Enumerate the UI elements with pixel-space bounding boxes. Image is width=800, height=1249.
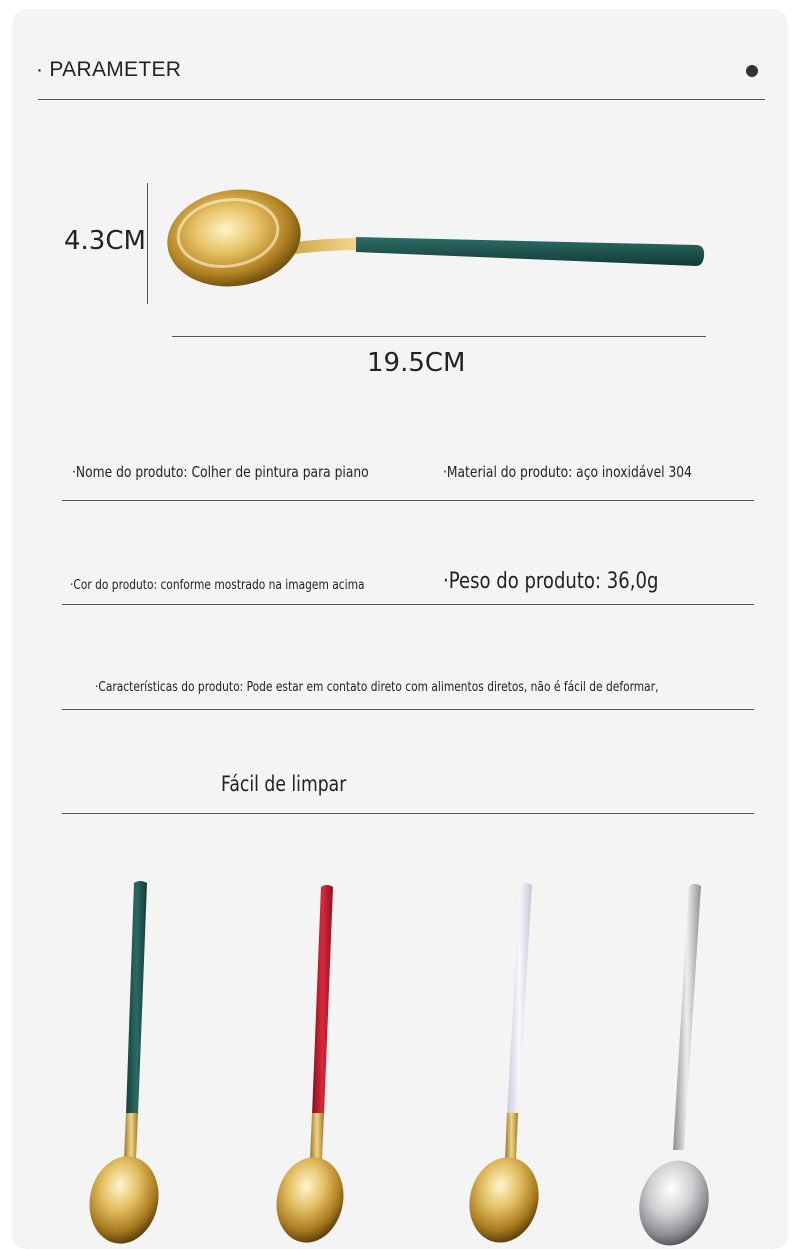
variant-silver: [629, 884, 718, 1249]
variant-green-gold: [82, 881, 167, 1249]
spec-weight: ·Peso do produto: 36,0g: [443, 569, 659, 594]
spec-material: ·Material do produto: aço inoxidável 304: [443, 463, 692, 481]
height-label: 4.3CM: [64, 226, 146, 256]
spec-product-name: ·Nome do produto: Colher de pintura para piano: [72, 463, 369, 481]
section-title: · PARAMETER: [36, 58, 182, 81]
variant-white-gold: [461, 883, 548, 1249]
spec-features: ·Características do produto: Pode estar em contato direto com alimentos diretos, não é fácil de deformar,: [95, 680, 659, 695]
spec-features-continued: Fácil de limpar: [221, 772, 347, 796]
spec-color: ·Cor do produto: conforme mostrado na imagem acima: [70, 578, 365, 593]
variant-red-gold: [269, 885, 351, 1249]
length-label: 19.5CM: [367, 348, 466, 378]
